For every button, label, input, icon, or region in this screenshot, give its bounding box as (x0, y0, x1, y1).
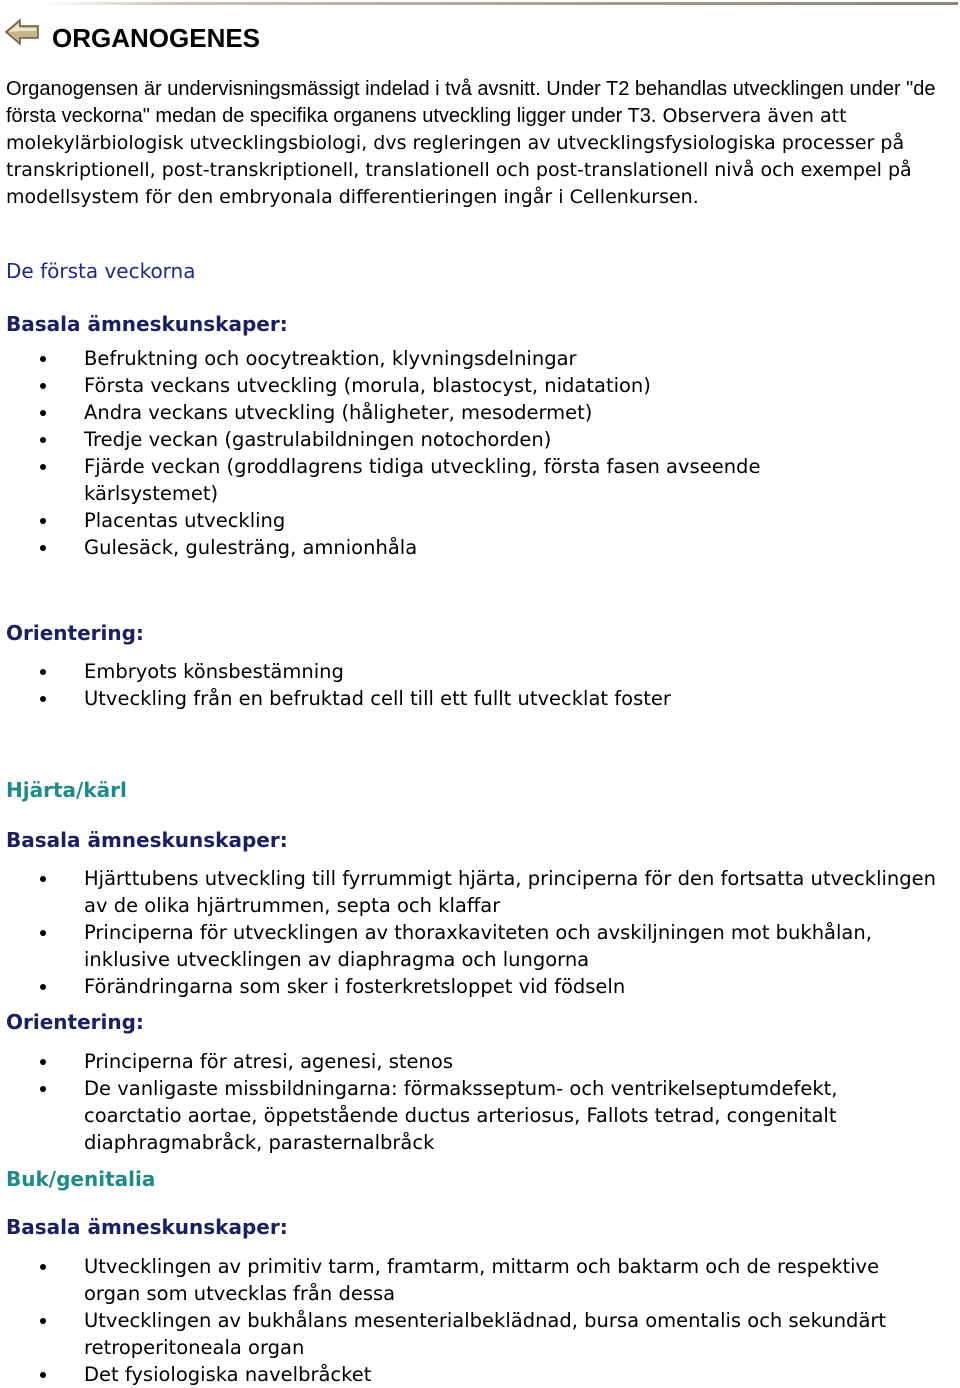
list-item: De vanligaste missbildningarna: förmaksseptum- och ventrikelseptumdefekt, coarctatio aortae, öppetstående ductus arteriosus, Fallots tetrad, congenitalt diaphragmabråck, parasternalbråck (0, 1075, 940, 1156)
list-item: Första veckans utveckling (morula, blastocyst, nidatation) (0, 372, 940, 399)
top-rule (40, 2, 958, 5)
orient-list-2 (0, 1048, 940, 1156)
list-item: Det fysiologiska navelbråcket (0, 1361, 940, 1388)
back-arrow-icon[interactable] (4, 18, 40, 46)
list-item: Principerna för atresi, agenesi, stenos (0, 1048, 940, 1075)
basic-list-1 (0, 345, 940, 561)
basic-label-2: Basala ämneskunskaper: (6, 828, 288, 852)
orient-label-2: Orientering: (6, 1010, 144, 1034)
list-item: Befruktning och oocytreaktion, klyvningsdelningar (0, 345, 940, 372)
list-item: Principerna för utvecklingen av thoraxkaviteten och avskiljningen mot bukhålan, inklusive utvecklingen av diaphragma och lungorna (0, 919, 940, 973)
list-item: Utvecklingen av bukhålans mesenterialbeklädnad, bursa omentalis och sekundärt retroperitoneala organ (0, 1307, 940, 1361)
orient-label-1: Orientering: (6, 621, 144, 645)
basic-label-1: Basala ämneskunskaper: (6, 312, 288, 336)
list-item: Placentas utveckling (0, 507, 940, 534)
page-title: ORGANOGENES (52, 23, 261, 53)
intro-part-2: Observera även att molekylärbiologisk utvecklingsbiologi, dvs regleringen av utvecklingsfysiologiska processer på transkriptionell, post-transkriptionell, translationell och post-translationell nivå och exempel på modellsystem för den embryonala differentieringen ingår i Cellenkursen. (6, 105, 912, 208)
orient-list-1 (0, 658, 940, 712)
intro-paragraph (6, 76, 946, 211)
basic-list-2 (0, 865, 940, 1000)
list-item: Gulesäck, gulesträng, amnionhåla (0, 534, 940, 561)
list-item: Utveckling från en befruktad cell till ett fullt utvecklat foster (0, 685, 940, 712)
list-item: Utvecklingen av primitiv tarm, framtarm, mittarm och baktarm och de respektive organ som utvecklas från dessa (0, 1253, 940, 1307)
list-item: Hjärttubens utveckling till fyrrummigt hjärta, principerna för den fortsatta utvecklingen av de olika hjärtrummen, septa och klaffar (0, 865, 940, 919)
intro-part-1: Organogensen är undervisningsmässigt indelad i två avsnitt. Under T2 behandlas utvecklingen under "de första veckorna" medan de specifika organens utveckling ligger under T3. (6, 78, 936, 127)
section-title-forsta-veckorna: De första veckorna (6, 259, 196, 283)
list-item: Andra veckans utveckling (håligheter, mesodermet) (0, 399, 940, 426)
list-item: Embryots könsbestämning (0, 658, 940, 685)
section-title-buk-genitalia: Buk/genitalia (6, 1167, 156, 1191)
list-item: Fjärde veckan (groddlagrens tidiga utveckling, första fasen avseende kärlsystemet) (0, 453, 864, 507)
list-item: Tredje veckan (gastrulabildningen notochorden) (0, 426, 940, 453)
basic-list-3 (0, 1253, 940, 1388)
list-item: Förändringarna som sker i fosterkretsloppet vid födseln (0, 973, 940, 1000)
basic-label-3: Basala ämneskunskaper: (6, 1215, 288, 1239)
section-title-hjarta-karl: Hjärta/kärl (6, 778, 127, 802)
